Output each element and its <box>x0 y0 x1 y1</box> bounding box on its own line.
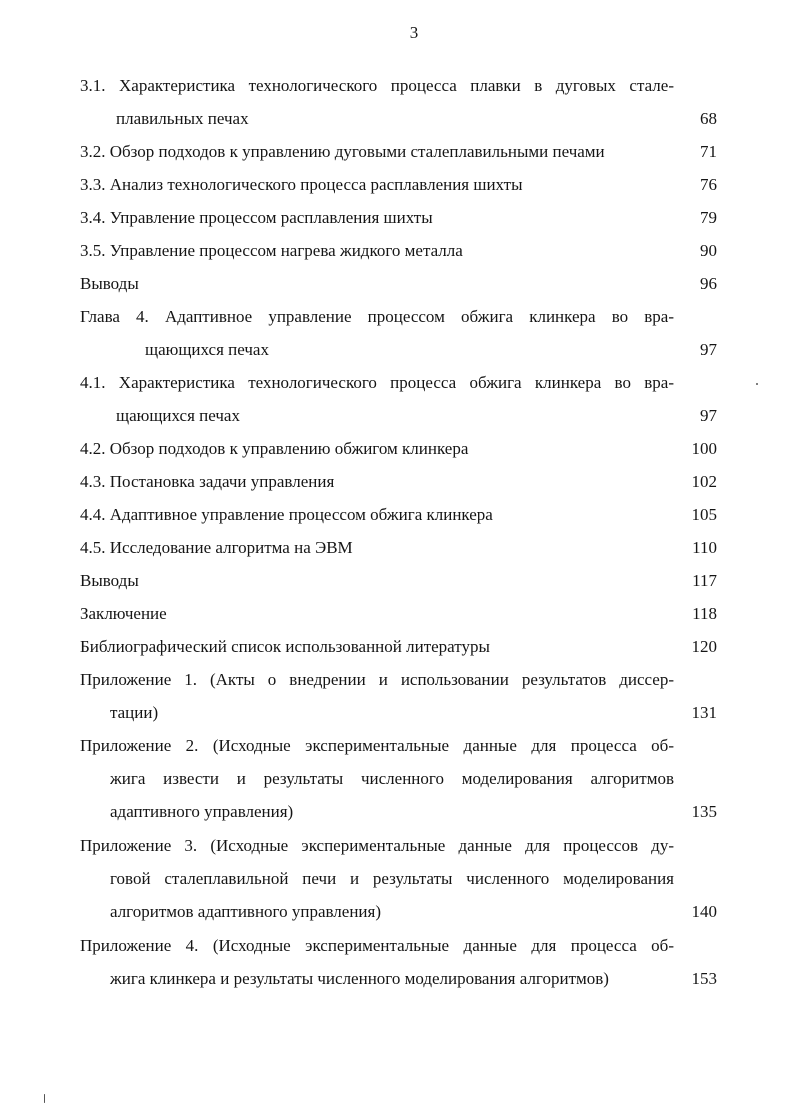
toc-entry-conclusions-ch4[interactable] <box>0 564 795 597</box>
toc-entry-4-3[interactable] <box>0 465 795 498</box>
toc-entry-text: Приложение 1. (Акты о внедрении и использовании результатов диссер- <box>80 670 674 689</box>
toc-page-number: 97 <box>700 406 717 425</box>
toc-entry-text: плавильных печах <box>116 109 249 128</box>
toc-entry-appendix-4[interactable] <box>0 929 795 962</box>
toc-entry-text: 3.3. Анализ технологического процесса расплавления шихты <box>80 175 523 194</box>
toc-entry-conclusion[interactable] <box>0 597 795 630</box>
toc-page-number: 105 <box>691 505 717 524</box>
toc-entry-appendix-1-cont[interactable] <box>0 696 795 729</box>
toc-page-number: 76 <box>700 175 717 194</box>
toc-entry-3-1-cont[interactable] <box>0 102 795 135</box>
toc-entry-appendix-2-cont[interactable] <box>0 795 795 828</box>
toc-page-number: 117 <box>692 571 717 590</box>
toc-entry-text: Заключение <box>80 604 167 623</box>
toc-entry-text: 4.5. Исследование алгоритма на ЭВМ <box>80 538 353 557</box>
toc-entry-text: алгоритмов адаптивного управления) <box>110 902 382 921</box>
toc-entry-text: щающихся печах <box>116 406 240 425</box>
toc-entry-text: Приложение 3. (Исходные экспериментальные данные для процессов ду- <box>80 836 674 855</box>
toc-entry-text: адаптивного управления) <box>110 802 294 821</box>
scan-speck <box>44 1094 45 1103</box>
toc-page-number: 90 <box>700 241 717 260</box>
toc-entry-3-4[interactable] <box>0 201 795 234</box>
toc-page-number: 131 <box>691 703 717 722</box>
toc-entry-text: 4.1. Характеристика технологического процесса обжига клинкера во вра- <box>80 373 674 392</box>
page-number: 3 <box>409 23 419 42</box>
toc-page-number: 79 <box>700 208 717 227</box>
toc-entry-appendix-2[interactable] <box>0 729 795 762</box>
toc-entry-text: щающихся печах <box>145 340 269 359</box>
toc-page-number: 110 <box>692 538 717 557</box>
toc-entry-conclusions-ch3[interactable] <box>0 267 795 300</box>
toc-entry-3-3[interactable] <box>0 168 795 201</box>
toc-entry-3-2[interactable] <box>0 135 795 168</box>
toc-page-number: 97 <box>700 340 717 359</box>
toc-entry-chapter-4-cont[interactable] <box>0 333 795 366</box>
toc-page-number: 68 <box>700 109 717 128</box>
toc-entry-text: тации) <box>110 703 159 722</box>
toc-entry-chapter-4[interactable] <box>0 300 795 333</box>
toc-entry-3-1[interactable] <box>0 69 795 102</box>
toc-entry-appendix-1[interactable] <box>0 663 795 696</box>
toc-entry-appendix-4-cont[interactable] <box>0 962 795 995</box>
toc-page-number: 102 <box>691 472 717 491</box>
toc-entry-4-5[interactable] <box>0 531 795 564</box>
toc-entry-text: Библиографический список использованной литературы <box>80 637 490 656</box>
toc-entry-appendix-2-cont[interactable] <box>0 762 795 795</box>
toc-entry-3-5[interactable] <box>0 234 795 267</box>
toc-entry-text: 4.4. Адаптивное управление процессом обжига клинкера <box>80 505 493 524</box>
toc-page-number: 71 <box>700 142 717 161</box>
toc-entry-4-4[interactable] <box>0 498 795 531</box>
toc-entry-text: говой сталеплавильной печи и результаты численного моделирования <box>110 869 674 888</box>
toc-entry-bibliography[interactable] <box>0 630 795 663</box>
toc-page-number: 118 <box>692 604 717 623</box>
toc-entry-text: жига извести и результаты численного моделирования алгоритмов <box>110 769 674 788</box>
toc-entry-text: 3.1. Характеристика технологического процесса плавки в дуговых стале- <box>80 76 674 95</box>
toc-page-number: 96 <box>700 274 717 293</box>
toc-entry-text: Приложение 2. (Исходные экспериментальные данные для процесса об- <box>80 736 674 755</box>
toc-entry-text: 3.2. Обзор подходов к управлению дуговыми сталеплавильными печами <box>80 142 605 161</box>
toc-page-number: 135 <box>691 802 717 821</box>
toc-entry-text: Глава 4. Адаптивное управление процессом обжига клинкера во вра- <box>80 307 674 326</box>
toc-entry-appendix-3[interactable] <box>0 829 795 862</box>
toc-entry-text: 3.5. Управление процессом нагрева жидкого металла <box>80 241 463 260</box>
toc-entry-appendix-3-cont[interactable] <box>0 895 795 928</box>
toc-entry-text: жига клинкера и результаты численного моделирования алгоритмов) <box>110 969 609 988</box>
scan-speck <box>756 383 758 385</box>
toc-entry-4-1-cont[interactable] <box>0 399 795 432</box>
toc-entry-text: 4.2. Обзор подходов к управлению обжигом клинкера <box>80 439 469 458</box>
toc-entry-text: Выводы <box>80 274 139 293</box>
toc-entry-appendix-3-cont[interactable] <box>0 862 795 895</box>
toc-entry-text: 3.4. Управление процессом расплавления шихты <box>80 208 433 227</box>
toc-page-number: 153 <box>691 969 717 988</box>
toc-entry-text: Выводы <box>80 571 139 590</box>
toc-page-number: 140 <box>691 902 717 921</box>
toc-entry-4-1[interactable] <box>0 366 795 399</box>
toc-page-number: 120 <box>691 637 717 656</box>
toc-entry-text: 4.3. Постановка задачи управления <box>80 472 335 491</box>
toc-page-number: 100 <box>691 439 717 458</box>
toc-entry-4-2[interactable] <box>0 432 795 465</box>
toc-entry-text: Приложение 4. (Исходные экспериментальные данные для процесса об- <box>80 936 674 955</box>
